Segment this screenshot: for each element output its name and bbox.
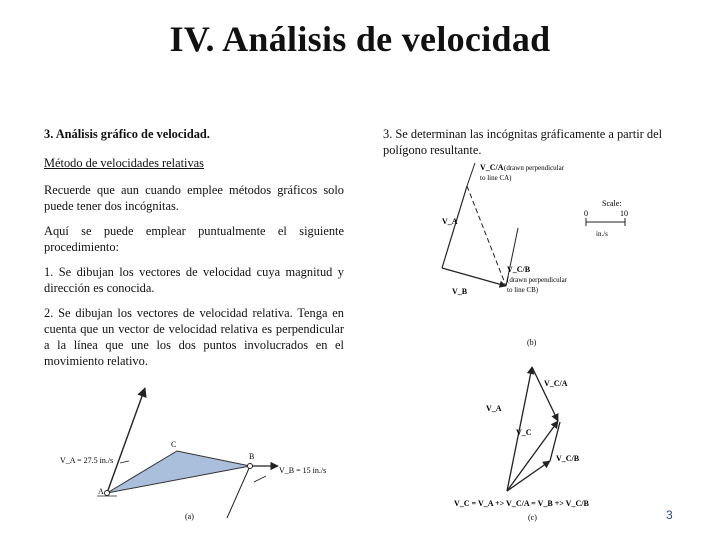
scale-min: 0 [584, 209, 588, 218]
scale-unit: in./s [596, 230, 608, 238]
point-c-label: C [171, 440, 177, 449]
vca-vector [532, 367, 558, 421]
vcb-note-1: (drawn perpendicular [507, 276, 568, 284]
vb-label: V_B [452, 287, 468, 296]
vc-vector [507, 461, 550, 491]
paragraph-3: 1. Se dibujan los vectores de velocidad cuya magnitud y dirección es conocida. [44, 265, 344, 295]
vca-dashed-line [467, 186, 506, 286]
va-label: V_A = 27.5 in./s [60, 456, 114, 465]
vca-note-2: to line CA) [480, 174, 512, 182]
figure-c-caption: (c) [528, 513, 537, 522]
step-3-text: 3. Se determinan las incógnitas gráficamente a partir del polígono resultante. [383, 127, 663, 157]
pin-a [105, 491, 110, 496]
figure-b-velocity-polygon [420, 158, 690, 348]
vc-label: V_C [516, 428, 532, 437]
vb-vector [442, 268, 506, 286]
link-b-line [227, 466, 250, 518]
figure-a-caption: (a) [185, 512, 194, 521]
vb-leader [254, 476, 266, 482]
paragraph-1: Recuerde que aun cuando emplee métodos gráficos solo puede tener dos incógnitas. [44, 183, 344, 213]
page-number: 3 [666, 508, 673, 522]
pin-b [248, 464, 253, 469]
scale-title: Scale: [602, 199, 622, 208]
vcb-label: V_C/B [507, 265, 531, 274]
scale-max: 10 [620, 209, 628, 218]
vcb-label: V_C/B [556, 454, 580, 463]
vca-note-1: (drawn perpendicular [504, 164, 565, 172]
va-vector [442, 186, 467, 268]
section-heading: 3. Análisis gráfico de velocidad. [44, 127, 210, 141]
point-a-label: A [98, 487, 104, 496]
vcb-note-2: to line CB) [507, 286, 539, 294]
vca-label: V_C/A [544, 379, 568, 388]
equation: V_C = V_A +> V_C/A = V_B +> V_C/B [454, 499, 589, 508]
vca-label: V_C/A [480, 163, 504, 172]
figure-b-caption: (b) [527, 338, 537, 347]
paragraph-4: 2. Se dibujan los vectores de velocidad relativa. Tenga en cuenta que un vector de velocidad relativa es perpendicular a la línea que une los dos puntos involucrados en el movimiento relativo. [44, 306, 344, 368]
coupler-link [107, 451, 250, 493]
figure-c-velocity-polygon [450, 346, 650, 526]
point-b-label: B [249, 452, 255, 461]
va-label: V_A [442, 217, 458, 226]
slide-title: IV. Análisis de velocidad [169, 19, 551, 59]
va-label: V_A [486, 404, 502, 413]
figure-a-mechanism [52, 383, 330, 523]
method-subheading: Método de velocidades relativas [44, 156, 204, 170]
va-leader [120, 461, 129, 463]
vca-line [467, 163, 475, 186]
vb-label: V_B = 15 in./s [279, 466, 327, 475]
paragraph-2: Aquí se puede emplear puntualmente el siguiente procedimiento: [44, 224, 344, 254]
left-column [44, 126, 344, 378]
